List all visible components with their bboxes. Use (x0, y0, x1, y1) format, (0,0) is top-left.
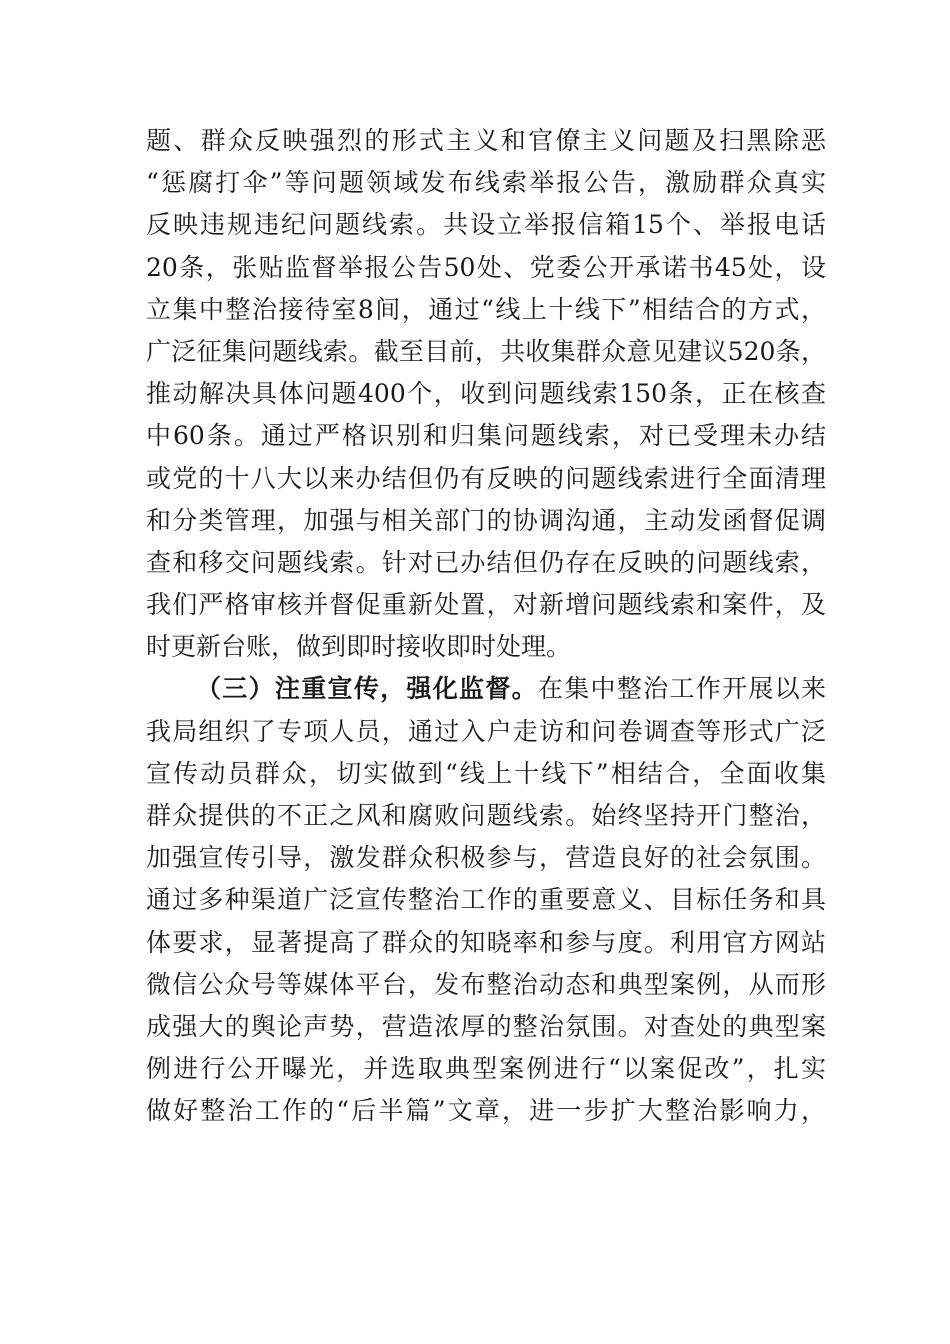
paragraph-line: 反映违规违纪问题线索。共设立举报信箱15个、举报电话 (146, 210, 826, 240)
paragraph-line: “惩腐打伞”等问题领域发布线索举报公告，激励群众真实 (146, 168, 826, 198)
paragraph-line: 或党的十八大以来办结但仍有反映的问题线索进行全面清理 (146, 463, 826, 493)
paragraph-line: 我们严格审核并督促重新处置，对新增问题线索和案件，及 (146, 590, 826, 620)
section-heading: （三）注重宣传，强化监督。 (196, 674, 538, 704)
paragraph-line: 中60条。通过严格识别和归集问题线索，对已受理未办结 (146, 421, 826, 451)
section-heading-line (146, 668, 826, 710)
paragraph-line: 查和移交问题线索。针对已办结但仍存在反映的问题线索， (146, 547, 826, 577)
paragraph-line: 加强宣传引导，激发群众积极参与，营造良好的社会氛围。 (146, 843, 826, 873)
paragraph-line: 20条，张贴监督举报公告50处、党委公开承诺书45处，设 (146, 252, 826, 282)
paragraph-line: 微信公众号等媒体平台，发布整治动态和典型案例，从而形 (146, 969, 826, 999)
paragraph-line: 广泛征集问题线索。截至目前，共收集群众意见建议520条， (146, 336, 826, 366)
paragraph-line: 做好整治工作的“后半篇”文章，进一步扩大整治影响力， (146, 1096, 826, 1126)
paragraph-line: 成强大的舆论声势，营造浓厚的整治氛围。对查处的典型案 (146, 1011, 826, 1041)
paragraph-line: 立集中整治接待室8间，通过“线上十线下”相结合的方式， (146, 294, 826, 324)
paragraph-line: 通过多种渠道广泛宣传整治工作的重要意义、目标任务和具 (146, 885, 826, 915)
paragraph-line: 例进行公开曝光，并选取典型案例进行“以案促改”，扎实 (146, 1054, 826, 1084)
document-body (146, 120, 826, 1133)
paragraph-line: 题、群众反映强烈的形式主义和官僚主义问题及扫黑除恶 (146, 126, 826, 155)
paragraph-line: 时更新台账，做到即时接收即时处理。 (146, 632, 572, 662)
section-heading-rest: 在集中整治工作开展以来 (537, 674, 826, 704)
paragraph-line: 和分类管理，加强与相关部门的协调沟通，主动发函督促调 (146, 505, 826, 535)
paragraph-line: 我局组织了专项人员，通过入户走访和问卷调查等形式广泛 (146, 716, 826, 746)
paragraph-line: 宣传动员群众，切实做到“线上十线下”相结合，全面收集 (146, 758, 826, 788)
paragraph-line: 体要求，显著提高了群众的知晓率和参与度。利用官方网站 (146, 927, 826, 957)
paragraph-line: 推动解决具体问题400个，收到问题线索150条，正在核查 (146, 379, 826, 409)
paragraph-line: 群众提供的不正之风和腐败问题线索。始终坚持开门整治， (146, 801, 826, 830)
